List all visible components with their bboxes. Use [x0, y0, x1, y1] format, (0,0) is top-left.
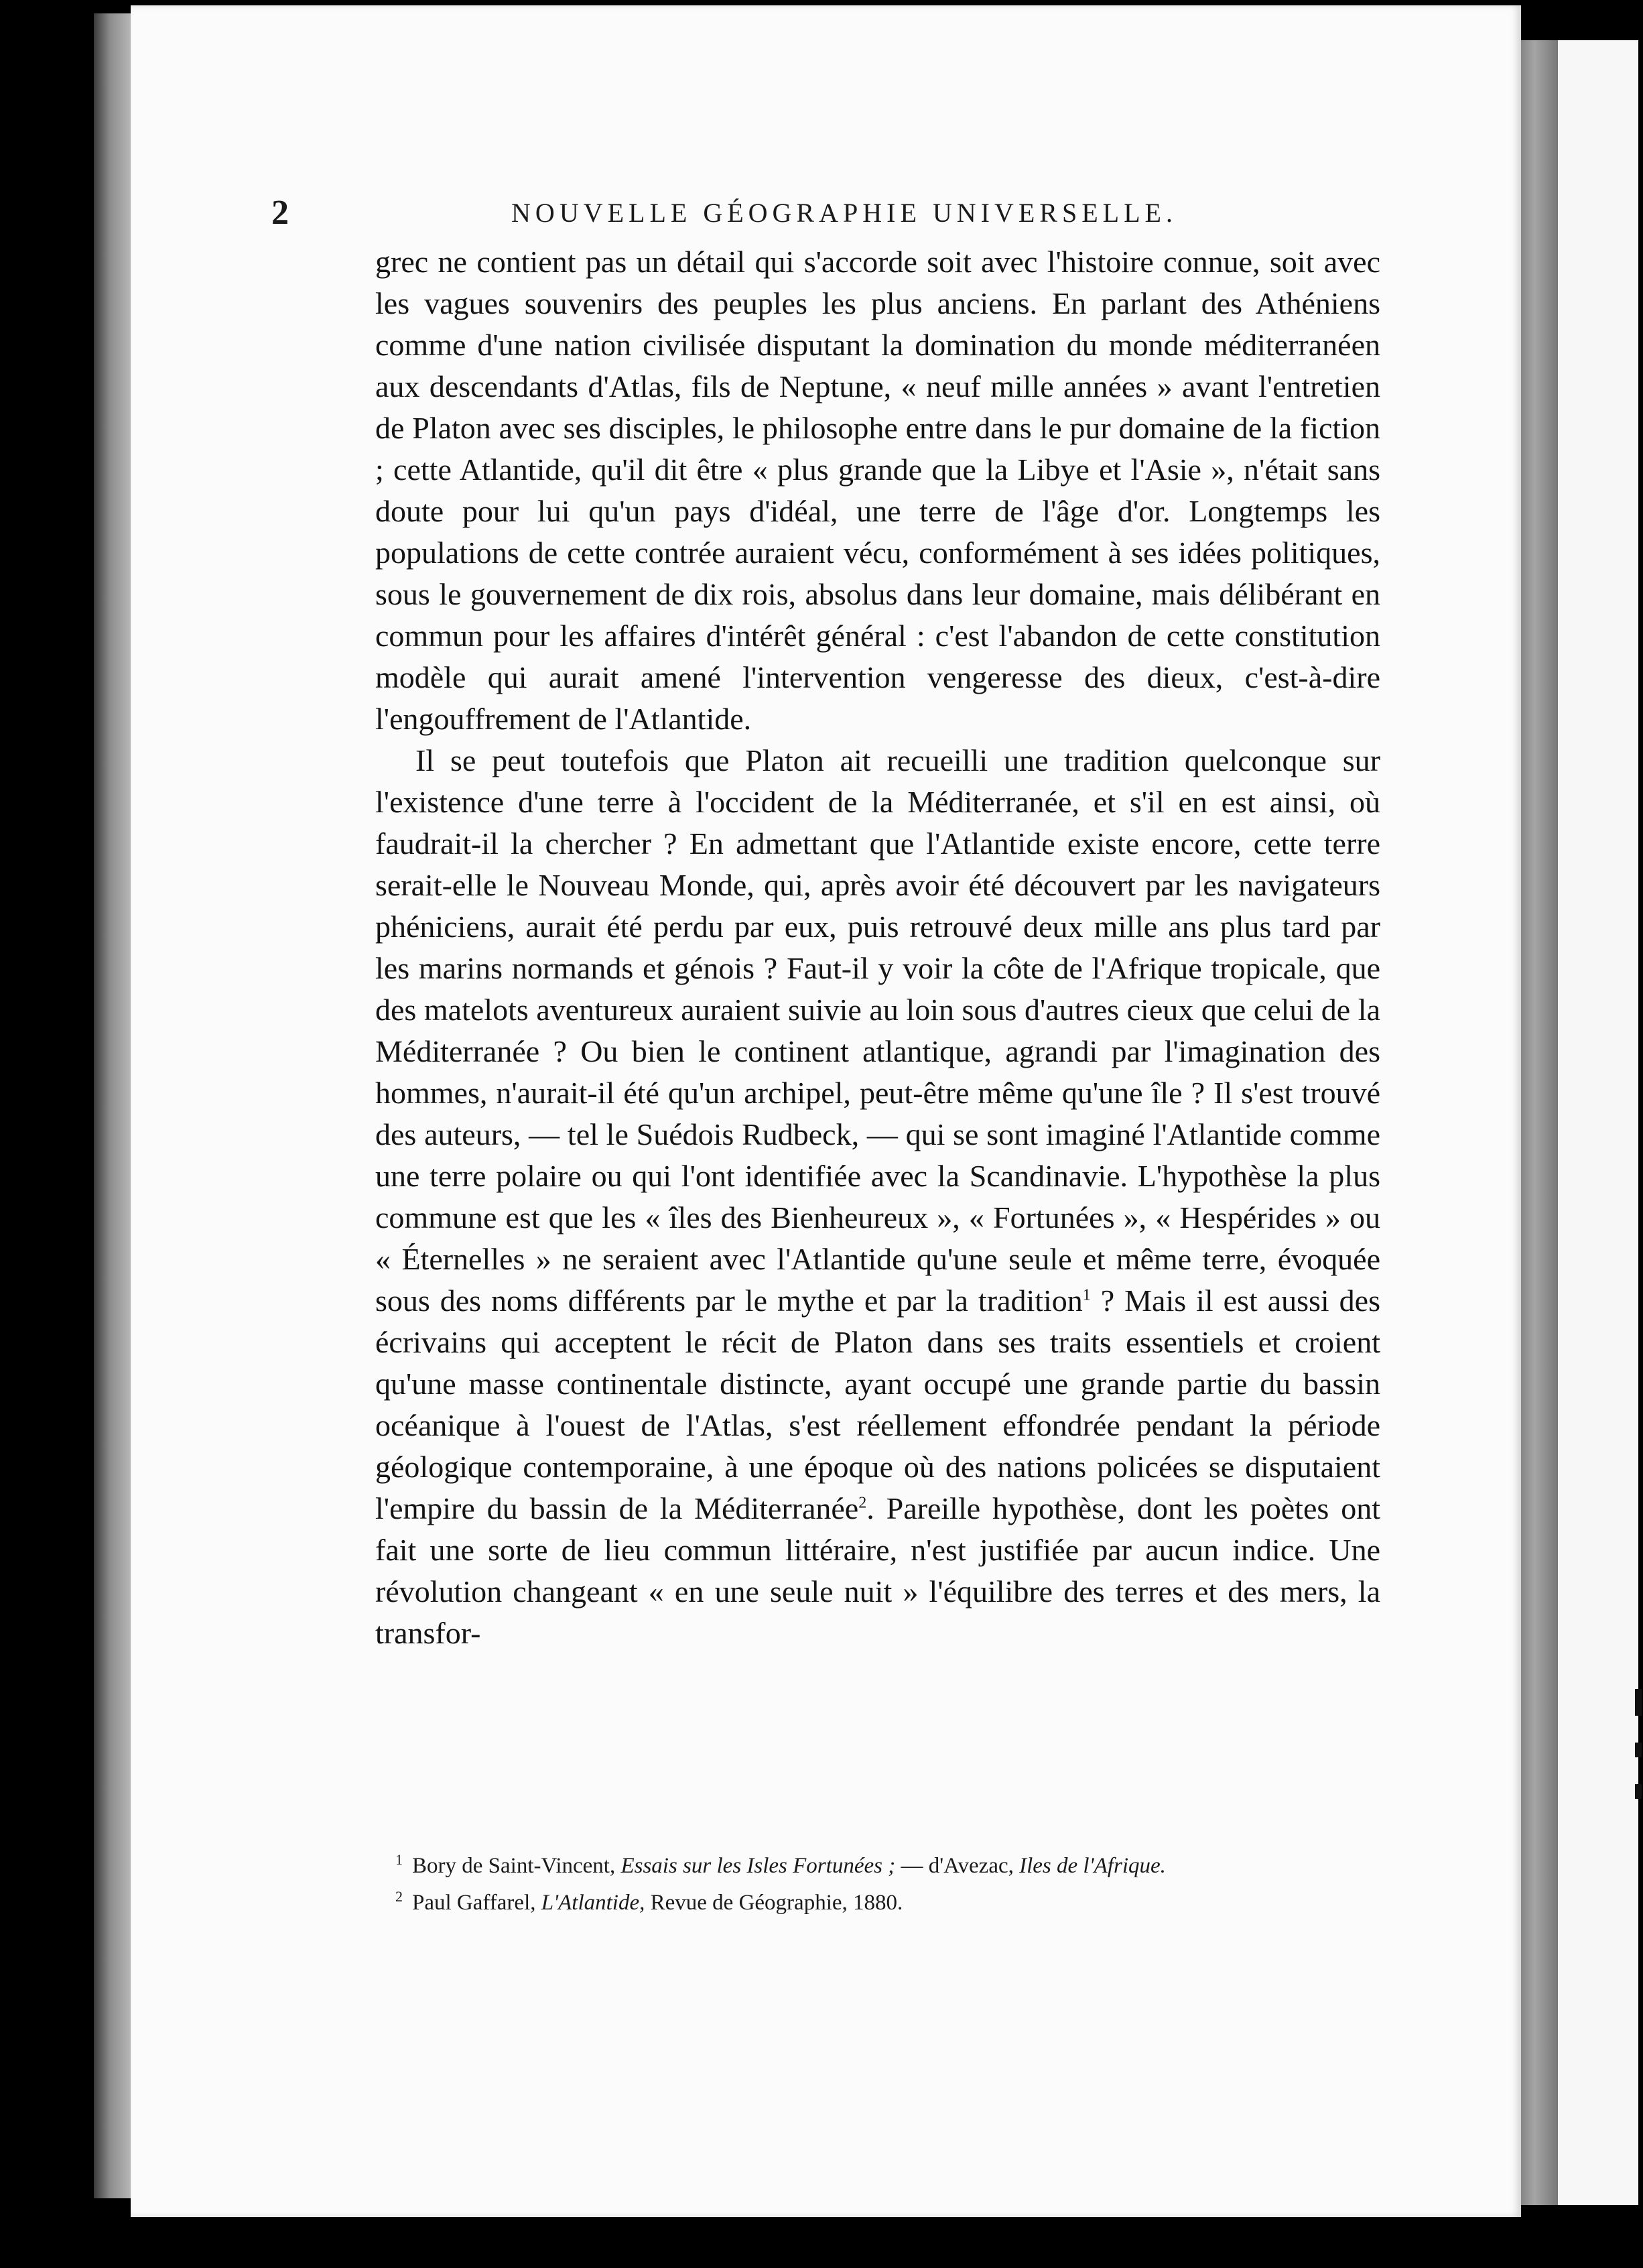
page-header — [271, 193, 1377, 233]
footnote-text: Paul Gaffarel, — [412, 1891, 541, 1915]
footnote-ref-2: 2 — [858, 1494, 867, 1512]
paragraph-1: grec ne contient pas un détail qui s'accorde soit avec l'histoire connue, soit avec les vagues souvenirs des peuples les plus anciens. En parlant des Athéniens comme d'une nation civilisée disputant la domination du monde méditerranéen aux descendants d'Atlas, fils de Neptune, « neuf mille années » avant l'entretien de Platon avec ses disciples, le philosophe entre dans le pur domaine de la fiction ; cette Atlantide, qu'il dit être « plus grande que la Libye et l'Asie », n'était sans doute pour lui qu'un pays d'idéal, une terre de l'âge d'or. Longtemps les populations de cette contrée auraient vécu, conformément à ses idées politiques, sous le gouvernement de dix rois, absolus dans leur domaine, mais délibérant en commun pour les affaires d'intérêt général : c'est l'abandon de cette constitution modèle qui aurait amené l'intervention vengeresse des dieux, c'est-à-dire l'engouffrement de l'Atlantide. — [375, 245, 1380, 736]
footnote-text: Revue de Géographie, 1880. — [645, 1891, 903, 1915]
paragraph-2-part-a: Il se peut toutefois que Platon ait recueilli une tradition quelconque sur l'existence d'une terre à l'occident de la Méditerranée, et s'il en est ainsi, où faudrait-il la chercher ? En admettant que l'Atlantide existe encore, cette terre serait-elle le Nouveau Monde, qui, après avoir été découvert par les navigateurs phéniciens, aurait été perdu par eux, puis retrouvé deux mille ans plus tard par les marins normands et génois ? Faut-il y voir la côte de l'Afrique tropicale, que des matelots aventureux auraient suivie au loin sous d'autres cieux que celui de la Méditerranée ? Ou bien le continent atlantique, agrandi par l'imagination des hommes, n'aurait-il été qu'un archipel, peut-être même qu'une île ? Il s'est trouvé des auteurs, — tel le Suédois Rudbeck, — qui se sont imaginé l'Atlantide comme une terre polaire ou qui l'ont identifiée avec la Scandinavie. L'hypothèse la plus commune est que les « îles des Bienheureux », « Fortunées », « Hespérides » ou « Éternelles » ne seraient avec l'Atlantide qu'une seule et même terre, évoquée sous des noms différents par le mythe et par la tradition — [375, 743, 1380, 1318]
footnotes — [395, 1844, 1367, 1918]
paragraph-2-part-b: ? Mais il est aussi des écrivains qui acceptent le récit de Platon dans ses traits essentiels et croient qu'une masse continentale distincte, ayant occupé une grande partie du bassin océanique à l'ouest de l'Atlas, s'est réellement effondrée pendant la période géologique contemporaine, à une époque où des nations policées se disputaient l'empire du bassin de la Méditerranée — [375, 1283, 1380, 1525]
paragraph-2 — [375, 740, 1380, 1654]
main-text — [375, 241, 1380, 1654]
adjacent-page-edge — [1558, 40, 1638, 2205]
adjacent-page-marks — [1635, 1689, 1643, 1796]
footnote-text: Bory de Saint-Vincent, — [412, 1854, 621, 1878]
footnote-title: L'Atlantide, — [541, 1891, 645, 1915]
page-number: 2 — [271, 194, 289, 232]
footnote-number: 1 — [395, 1851, 403, 1868]
footnote-ref-1: 1 — [1082, 1286, 1091, 1304]
paragraph-2-part-c: . Pareille hypothèse, dont les poètes ont fait une sorte de lieu commun littéraire, n'est justifiée par aucun indice. Une révolution changeant « en une seule nuit » l'équilibre des terres et des mers, la transfor- — [375, 1491, 1380, 1650]
footnote-2 — [395, 1881, 1367, 1918]
book-spine-shadow — [94, 13, 134, 2198]
footnote-text: — d'Avezac, — [895, 1854, 1020, 1878]
footnote-1 — [395, 1844, 1367, 1881]
footnote-title: Iles de l'Afrique. — [1019, 1854, 1166, 1878]
footnote-number: 2 — [395, 1888, 403, 1905]
running-title: NOUVELLE GÉOGRAPHIE UNIVERSELLE. — [511, 198, 1177, 228]
footnote-title: Essais sur les Isles Fortunées ; — [620, 1854, 896, 1878]
